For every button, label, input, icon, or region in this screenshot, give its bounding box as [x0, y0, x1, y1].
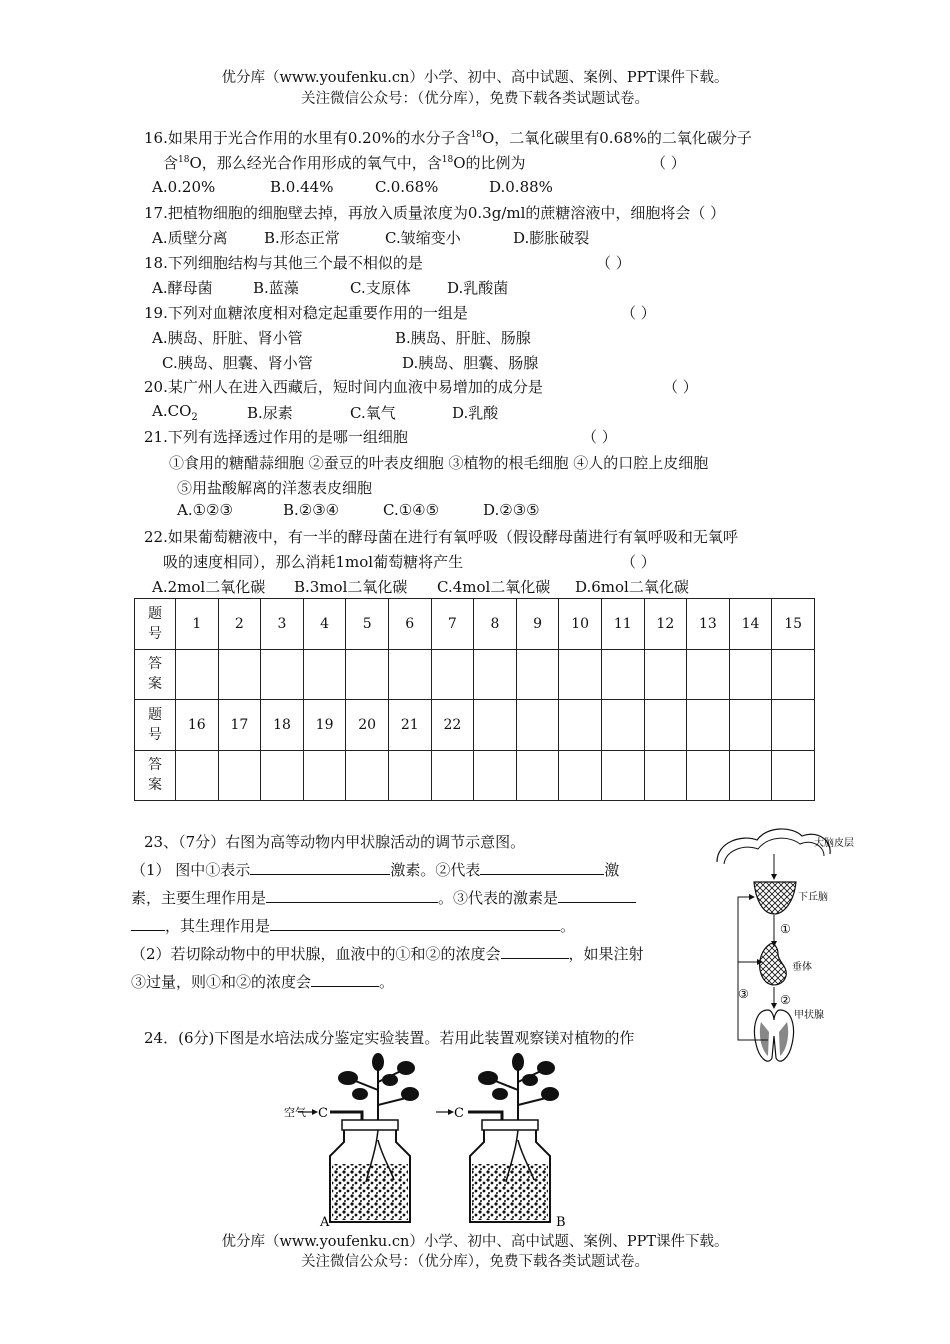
answer-blank[interactable] — [501, 944, 569, 959]
question-number-cell: 22 — [431, 700, 474, 751]
question-18-option-b: B.蓝藻 — [253, 279, 299, 297]
question-19-option-b: B.胰岛、肝脏、肠腺 — [395, 329, 531, 347]
question-number-cell: 12 — [644, 599, 687, 650]
hydroponic-apparatus-b — [430, 1050, 590, 1230]
question-number-cell: 2 — [218, 599, 261, 650]
question-16-line2: 含$^{18}$O，那么经光合作用形成的氧气中，含$^{18}$O的比例为 — [163, 154, 526, 172]
question-19-option-c: C.胰岛、胆囊、肾小管 — [162, 354, 313, 372]
question-20-bracket: （ ） — [663, 378, 698, 396]
question-18-stem: 18.下列细胞结构与其他三个最不相似的是 — [144, 254, 423, 272]
question-22-line1: 22.如果葡萄糖液中，有一半的酵母菌在进行有氧呼吸（假设酵母菌进行有氧呼吸和无氧呼 — [144, 528, 738, 546]
question-number-cell — [687, 700, 730, 751]
answer-cell[interactable] — [516, 649, 559, 700]
answer-cell[interactable] — [388, 649, 431, 700]
label-clamp-c: C — [454, 1106, 464, 1121]
answer-cell[interactable] — [559, 649, 602, 700]
answer-blank[interactable] — [250, 860, 390, 875]
question-number-cell: 11 — [601, 599, 644, 650]
question-number-cell: 1 — [176, 599, 219, 650]
answer-cell[interactable] — [601, 649, 644, 700]
plant-b — [479, 1054, 558, 1130]
question-number-cell: 7 — [431, 599, 474, 650]
answer-cell[interactable] — [601, 750, 644, 801]
question-number-cell: 19 — [303, 700, 346, 751]
question-21-option-c: C.①④⑤ — [383, 501, 440, 519]
question-21-option-d: D.②③⑤ — [483, 501, 540, 519]
label-air: 空气 — [284, 1106, 306, 1119]
question-20-option-c: C.氧气 — [350, 404, 396, 422]
page-footer-line2: 关注微信公众号：（优分库），免费下载各类试题试卷。 — [301, 1254, 649, 1270]
arrowhead — [771, 874, 777, 880]
question-23-line2: 素，主要生理作用是 。③代表的激素是 — [131, 887, 636, 908]
question-18-option-c: C.支原体 — [350, 279, 411, 297]
arrowhead — [771, 1003, 777, 1009]
table-row — [135, 649, 815, 700]
question-20-option-a: $A.CO_2$ — [152, 402, 198, 423]
label-thyroid: 甲状腺 — [794, 1010, 824, 1021]
label-cerebral-cortex: 大脑皮层 — [814, 838, 854, 849]
question-number-cell: 17 — [218, 700, 261, 751]
question-21-option-b: B.②③④ — [283, 501, 340, 519]
table-label-answer: 答 案 — [135, 649, 176, 700]
question-22-bracket: （ ） — [621, 553, 656, 571]
culture-medium — [472, 1164, 548, 1220]
label-hypothalamus: 下丘脑 — [798, 892, 828, 903]
question-16-line1: 16.如果用于光合作用的水里有0.20%的水分子含$^{18}$O，二氧化碳里有0.68%的二氧化碳分子 — [144, 129, 752, 147]
question-number-cell: 3 — [261, 599, 304, 650]
question-23-line1: （1） 图中①表示 激素。②代表 激 — [131, 861, 620, 879]
question-number-cell — [729, 700, 772, 751]
question-17-option-c: C.皱缩变小 — [385, 229, 461, 247]
label-number-2: ② — [780, 993, 791, 1007]
question-23-title: 23、（7分）右图为高等动物内甲状腺活动的调节示意图。 — [144, 833, 526, 851]
question-number-cell: 14 — [729, 599, 772, 650]
answer-blank[interactable] — [266, 888, 438, 903]
question-22-line2: 吸的速度相同），那么消耗1mol葡萄糖将产生 — [163, 553, 464, 571]
question-20-option-d: D.乳酸 — [452, 404, 499, 422]
question-21-stem: 21.下列有选择透过作用的是哪一组细胞 — [144, 428, 408, 446]
question-17-option-d: D.膨胀破裂 — [513, 229, 590, 247]
question-21-items-line1: ①食用的糖醋蒜细胞 ②蚕豆的叶表皮细胞 ③植物的根毛细胞 ④人的口腔上皮细胞 — [169, 454, 709, 472]
hydroponic-apparatus-a — [278, 1050, 438, 1230]
answer-cell[interactable] — [431, 649, 474, 700]
question-22-option-a: A.2mol二氧化碳 — [152, 578, 266, 596]
thyroid-regulation-diagram — [712, 822, 872, 1072]
answer-cell[interactable] — [729, 649, 772, 700]
label-clamp-c: C — [318, 1106, 328, 1121]
answer-cell[interactable] — [303, 649, 346, 700]
answer-cell[interactable] — [346, 750, 389, 801]
question-number-cell: 10 — [559, 599, 602, 650]
table-label-answer: 答 案 — [135, 750, 176, 801]
question-23-line5: ③过量，则①和②的浓度会 。 — [131, 973, 395, 991]
answer-blank[interactable] — [480, 860, 604, 875]
question-number-cell: 4 — [303, 599, 346, 650]
page-header-line2: 关注微信公众号：（优分库），免费下载各类试题试卷。 — [301, 91, 649, 107]
answer-cell[interactable] — [474, 750, 517, 801]
question-22-option-d: D.6mol二氧化碳 — [575, 578, 689, 596]
answer-cell[interactable] — [218, 649, 261, 700]
label-number-3: ③ — [738, 987, 749, 1001]
question-number-cell: 5 — [346, 599, 389, 650]
answer-blank[interactable] — [270, 916, 560, 931]
question-22-option-c: C.4mol二氧化碳 — [437, 578, 551, 596]
answer-cell[interactable] — [644, 649, 687, 700]
question-16-option-b: B.0.44% — [270, 178, 334, 196]
question-16-option-d: D.0.88% — [489, 178, 553, 196]
question-number-cell: 15 — [772, 599, 815, 650]
question-20-option-b: B.尿素 — [247, 404, 293, 422]
answer-cell[interactable] — [516, 750, 559, 801]
label-pituitary: 垂体 — [792, 962, 812, 973]
question-17-stem: 17.把植物细胞的细胞壁去掉，再放入质量浓度为0.3g/ml的蔗糖溶液中，细胞将会（ ） — [144, 204, 726, 222]
table-label-question: 题 号 — [135, 599, 176, 650]
question-16-bracket: （ ） — [651, 154, 686, 172]
question-19-stem: 19.下列对血糖浓度相对稳定起重要作用的一组是 — [144, 304, 468, 322]
table-label-question: 题 号 — [135, 700, 176, 751]
table-row — [135, 599, 815, 650]
question-19-option-a: A.胰岛、肝脏、肾小管 — [152, 329, 303, 347]
answer-cell[interactable] — [644, 750, 687, 801]
answer-cell[interactable] — [176, 750, 219, 801]
plant-a — [339, 1054, 418, 1130]
jar-stopper — [342, 1120, 398, 1130]
answer-cell[interactable] — [772, 649, 815, 700]
question-21-items-line2: ⑤用盐酸解离的洋葱表皮细胞 — [177, 479, 373, 497]
question-number-cell: 9 — [516, 599, 559, 650]
answer-cell[interactable] — [431, 750, 474, 801]
pituitary-shape — [760, 944, 787, 985]
answer-cell[interactable] — [687, 649, 730, 700]
label-number-1: ① — [780, 922, 791, 936]
question-number-cell — [601, 700, 644, 751]
answer-cell[interactable] — [303, 750, 346, 801]
answer-cell[interactable] — [474, 649, 517, 700]
answer-blank[interactable] — [131, 916, 165, 931]
question-18-bracket: （ ） — [596, 254, 631, 272]
question-19-option-d: D.胰岛、胆囊、肠腺 — [402, 354, 539, 372]
arrowhead — [749, 894, 755, 900]
answer-cell[interactable] — [261, 750, 304, 801]
question-21-option-a: A.①②③ — [177, 501, 233, 519]
question-20-stem: 20.某广州人在进入西藏后，短时间内血液中易增加的成分是 — [144, 378, 543, 396]
label-b: B — [556, 1215, 566, 1230]
question-number-cell: 6 — [388, 599, 431, 650]
question-number-cell: 8 — [474, 599, 517, 650]
question-18-option-d: D.乳酸菌 — [447, 279, 509, 297]
answer-cell[interactable] — [176, 649, 219, 700]
question-17-option-b: B.形态正常 — [264, 229, 340, 247]
answer-blank[interactable] — [311, 972, 379, 987]
answer-cell[interactable] — [346, 649, 389, 700]
question-number-cell — [474, 700, 517, 751]
question-number-cell — [516, 700, 559, 751]
question-number-cell: 16 — [176, 700, 219, 751]
jar-stopper — [482, 1120, 538, 1130]
question-number-cell — [644, 700, 687, 751]
question-number-cell: 20 — [346, 700, 389, 751]
question-number-cell — [772, 700, 815, 751]
culture-medium — [332, 1164, 408, 1220]
question-21-bracket: （ ） — [582, 428, 617, 446]
question-23-line3: ，其生理作用是 。 — [131, 915, 575, 936]
answer-cell[interactable] — [729, 750, 772, 801]
question-24-stem: 24．(6分)下图是水培法成分鉴定实验装置。若用此装置观察镁对植物的作 — [144, 1029, 635, 1047]
answer-cell[interactable] — [388, 750, 431, 801]
question-22-option-b: B.3mol二氧化碳 — [294, 578, 408, 596]
answer-blank[interactable] — [558, 888, 636, 903]
answer-cell[interactable] — [559, 750, 602, 801]
question-17-option-a: A.质壁分离 — [152, 229, 228, 247]
question-16-option-a: A.0.20% — [152, 178, 216, 196]
question-number-cell — [559, 700, 602, 751]
answer-cell[interactable] — [218, 750, 261, 801]
answer-cell[interactable] — [687, 750, 730, 801]
question-16-option-c: C.0.68% — [375, 178, 439, 196]
hypothalamus-shape — [754, 882, 796, 914]
table-row — [135, 750, 815, 801]
label-a: A — [320, 1215, 330, 1230]
answer-cell[interactable] — [772, 750, 815, 801]
answer-table — [134, 598, 815, 801]
question-number-cell: 18 — [261, 700, 304, 751]
page-footer-line1: 优分库（www.youfenku.cn）小学、初中、高中试题、案例、PPT课件下载。 — [221, 1234, 729, 1250]
page-header-line1: 优分库（www.youfenku.cn）小学、初中、高中试题、案例、PPT课件下载。 — [221, 70, 729, 86]
answer-cell[interactable] — [261, 649, 304, 700]
question-18-option-a: A.酵母菌 — [152, 279, 213, 297]
question-23-line4: （2）若切除动物中的甲状腺，血液中的①和②的浓度会 ，如果注射 — [131, 945, 644, 963]
table-row — [135, 700, 815, 751]
question-number-cell: 21 — [388, 700, 431, 751]
question-number-cell: 13 — [687, 599, 730, 650]
question-19-bracket: （ ） — [621, 304, 656, 322]
